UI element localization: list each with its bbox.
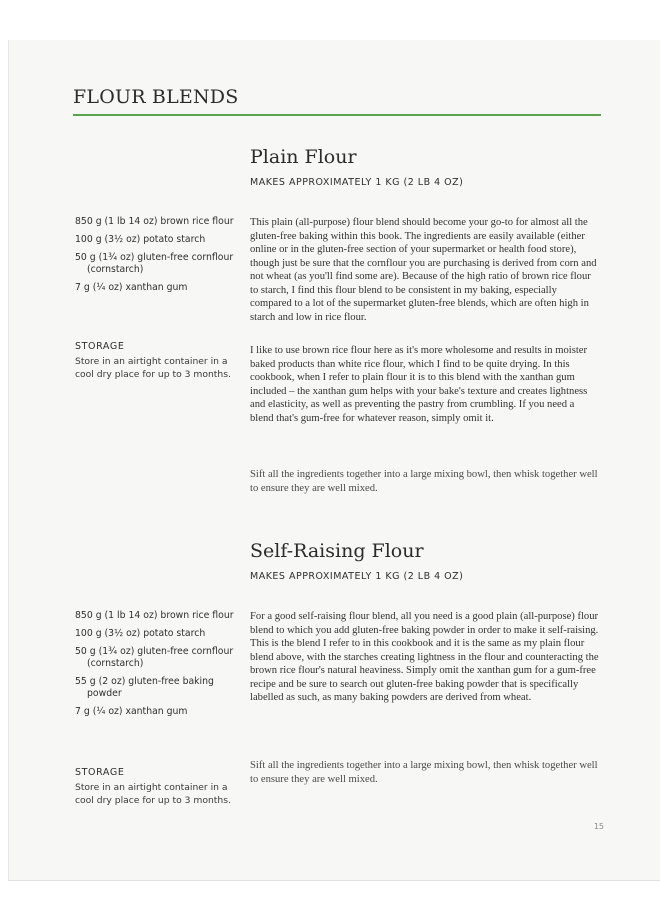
- ingredient-item: 7 g (¼ oz) xanthan gum: [75, 282, 188, 293]
- ingredient-item: 55 g (2 oz) gluten-free baking powder: [75, 676, 214, 699]
- recipe-yield-plain-flour: MAKES APPROXIMATELY 1 KG (2 LB 4 OZ): [250, 177, 464, 188]
- ingredient-item: 7 g (¼ oz) xanthan gum: [75, 706, 188, 717]
- section-title: FLOUR BLENDS: [73, 86, 239, 108]
- ingredient-item: 100 g (3½ oz) potato starch: [75, 628, 206, 639]
- storage-heading-plain-flour: STORAGE: [75, 341, 125, 352]
- ingredient-item: 850 g (1 lb 14 oz) brown rice flour: [75, 610, 234, 621]
- recipe-title-self-raising-flour: Self-Raising Flour: [250, 540, 424, 562]
- recipe-method-plain-flour: Sift all the ingredients together into a large mixing bowl, then whisk together well to ensure they are well mixed.: [250, 469, 598, 494]
- storage-text-plain-flour: Store in an airtight container in a cool dry place for up to 3 months.: [75, 356, 231, 380]
- storage-text-self-raising-flour: Store in an airtight container in a cool dry place for up to 3 months.: [75, 782, 231, 806]
- recipe-title-plain-flour: Plain Flour: [250, 146, 357, 168]
- ingredient-item: 850 g (1 lb 14 oz) brown rice flour: [75, 216, 234, 227]
- recipe-intro-paragraph: For a good self-raising flour blend, all you need is a good plain (all-purpose) flour blend to which you add gluten-free baking powder in order to make it self-raising. This is the blend I refer to in this cookbook and it is the same as my plain flour blend above, with the starches creating lightness in the flour and counteracting the brown rice flour's natural heaviness. Simply omit the xanthan gum for a gum-free recipe and be sure to search out gluten-free baking powder that is specifically labelled as such, as many baking powders are derived from wheat.: [250, 611, 599, 703]
- section-divider: [73, 114, 601, 116]
- recipe-method-self-raising-flour: Sift all the ingredients together into a large mixing bowl, then whisk together well to ensure they are well mixed.: [250, 760, 598, 785]
- storage-heading-self-raising-flour: STORAGE: [75, 767, 125, 778]
- ingredient-item: 100 g (3½ oz) potato starch: [75, 234, 206, 245]
- page-number: 15: [593, 822, 604, 831]
- ingredient-list-plain-flour: [75, 216, 245, 300]
- ingredient-list-self-raising-flour: [75, 610, 245, 724]
- recipe-intro-paragraph: I like to use brown rice flour here as it's more wholesome and results in moister baked products than white rice flour, which I find to be quite drying. In this cookbook, when I refer to plain flour it is to this blend with the xanthan gum included – the xanthan gum helps with your bake's texture and creates lightness and elasticity, as well as preventing the pastry from crumbling. If you need a blend that's gum-free for whatever reason, simply omit it.: [250, 345, 588, 424]
- ingredient-item: 50 g (1¾ oz) gluten-free cornflour (cornstarch): [75, 646, 234, 669]
- recipe-intro-paragraph: This plain (all-purpose) flour blend should become your go-to for almost all the gluten-free baking within this book. The ingredients are easily available (either online or in the gluten-free section of your supermarket or health food store), though just be sure that the cornflour you are purchasing is derived from corn and not wheat (as you'll find some are). Because of the high ratio of brown rice flour to starch, I find this flour blend to be consistent in my baking, especially compared to a lot of the supermarket gluten-free blends, which are often high in starch and low in rice flour.: [250, 217, 597, 323]
- recipe-yield-self-raising-flour: MAKES APPROXIMATELY 1 KG (2 LB 4 OZ): [250, 571, 464, 582]
- ingredient-item: 50 g (1¾ oz) gluten-free cornflour (cornstarch): [75, 252, 234, 275]
